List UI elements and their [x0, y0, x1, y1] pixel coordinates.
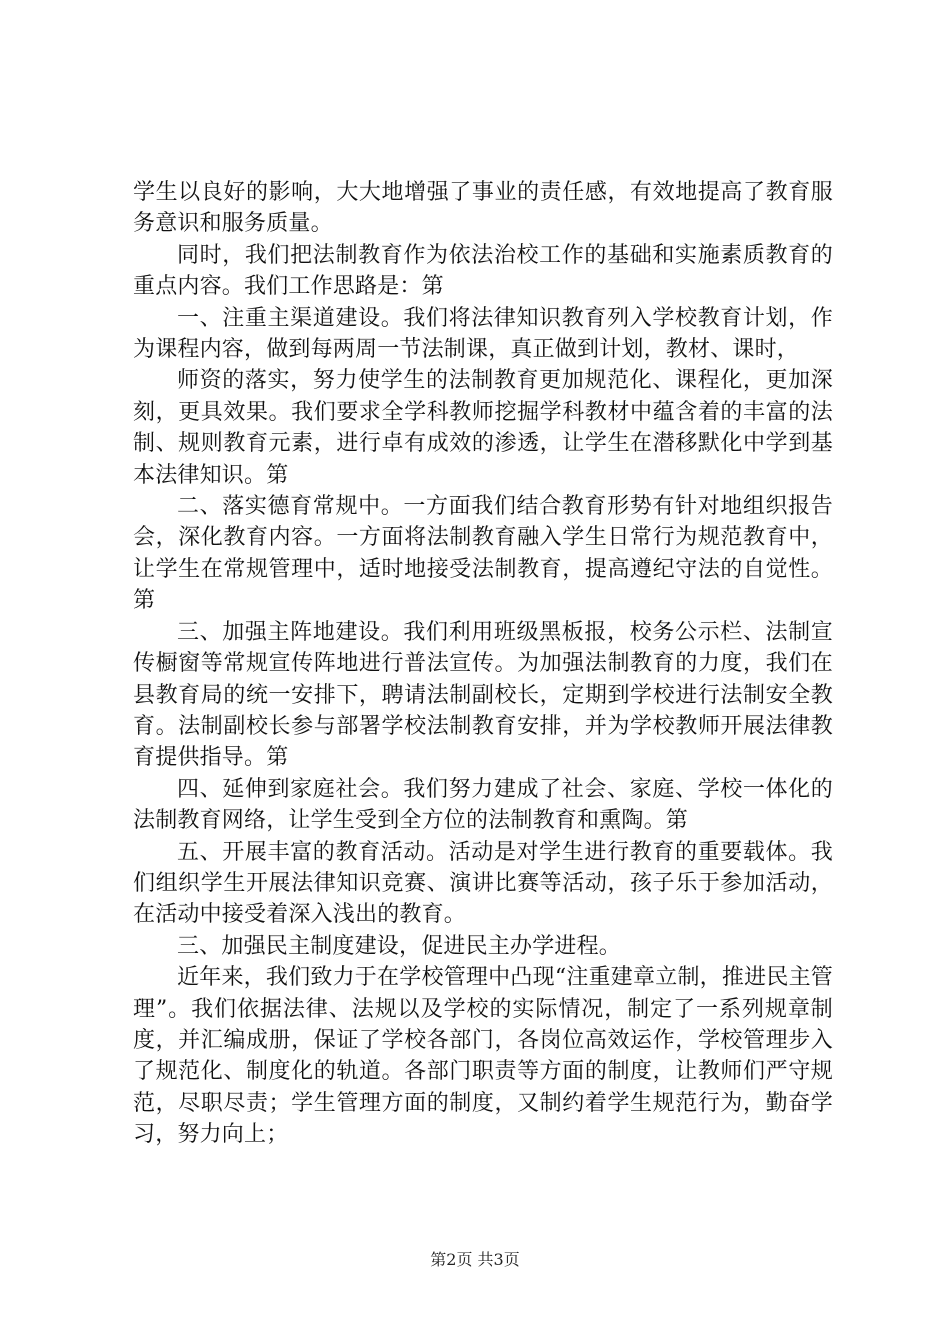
- document-body: [133, 177, 833, 1151]
- paragraph-4: 师资的落实，努力使学生的法制教育更加规范化、课程化，更加深刻，更具效果。我们要求全学科教师挖掘学科教材中蕴含着的丰富的法制、规则教育元素，进行卓有成效的渗透，让学生在潜移默化中学到基本法律知识。第: [133, 368, 833, 488]
- paragraph-8: 五、开展丰富的教育活动。活动是对学生进行教育的重要载体。我们组织学生开展法律知识竞赛、演讲比赛等活动，孩子乐于参加活动，在活动中接受着深入浅出的教育。: [133, 839, 833, 928]
- page-number-footer: 第2页 共3页: [430, 1250, 520, 1269]
- paragraph-1: 学生以良好的影响，大大地增强了事业的责任感，有效地提高了教育服务意识和服务质量。: [133, 180, 833, 237]
- paragraph-3: 一、注重主渠道建设。我们将法律知识教育列入学校教育计划，作为课程内容，做到每两周一节法制课，真正做到计划，教材、课时，: [133, 305, 833, 363]
- paragraph-7: 四、延伸到家庭社会。我们努力建成了社会、家庭、学校一体化的法制教育网络，让学生受到全方位的法制教育和熏陶。第: [133, 776, 833, 834]
- paragraph-10: 近年来，我们致力于在学校管理中凸现“注重建章立制，推进民主管理”。我们依据法律、法规以及学校的实际情况，制定了一系列规章制度，并汇编成册，保证了学校各部门，各岗位高效运作，学校管理步入了规范化、制度化的轨道。各部门职责等方面的制度，让教师们严守规范，尽职尽责；学生管理方面的制度，又制约着学生规范行为，勤奋学习，努力向上；: [133, 965, 833, 1148]
- paragraph-5: 二、落实德育常规中。一方面我们结合教育形势有针对地组织报告会，深化教育内容。一方面将法制教育融入学生日常行为规范教育中，让学生在常规管理中，适时地接受法制教育，提高遵纪守法的自觉性。第: [133, 494, 833, 614]
- paragraph-2: 同时，我们把法制教育作为依法治校工作的基础和实施素质教育的重点内容。我们工作思路是：第: [133, 242, 833, 300]
- paragraph-9: 三、加强民主制度建设，促进民主办学进程。: [177, 933, 622, 959]
- paragraph-6: 三、加强主阵地建设。我们利用班级黑板报，校务公示栏、法制宣传橱窗等常规宣传阵地进行普法宣传。为加强法制教育的力度，我们在县教育局的统一安排下，聘请法制副校长，定期到学校进行法制安全教育。法制副校长参与部署学校法制教育安排，并为学校教师开展法律教育提供指导。第: [133, 619, 833, 771]
